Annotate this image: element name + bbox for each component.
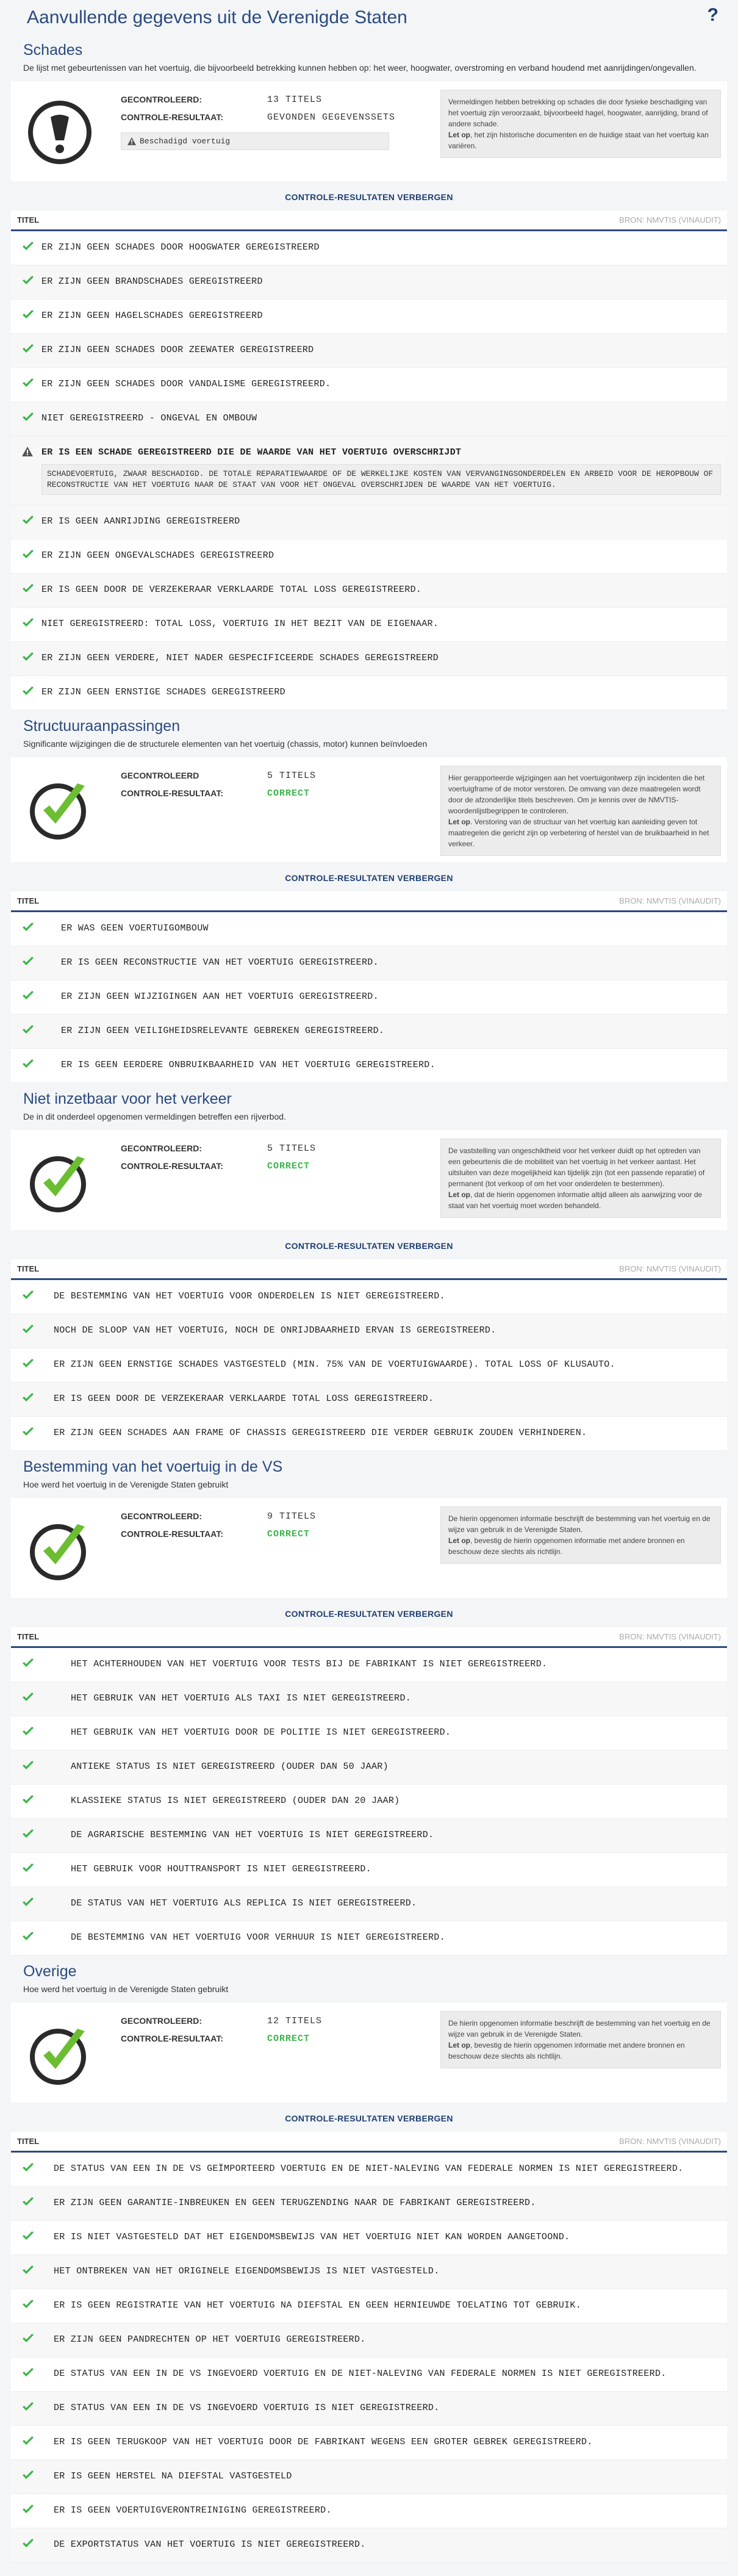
check-icon	[22, 1829, 34, 1839]
table-row	[11, 1819, 727, 1853]
row-text: DE BESTEMMING VAN HET VOERTUIG VOOR ONDERDELEN IS NIET GEREGISTREERD.	[54, 1291, 445, 1301]
results-list	[11, 1280, 727, 1451]
row-text: DE AGRARISCHE BESTEMMING VAN HET VOERTUIG IS NIET GEREGISTREERD.	[71, 1830, 434, 1840]
check-icon	[22, 1359, 34, 1369]
warning-detail: SCHADEVOERTUIG, ZWAAR BESCHADIGD. DE TOTALE REPARATIEWAARDE OF DE WERKELIJKE KOSTEN VAN VERVANGINGSONDERDELEN EN ARBEID VOOR DE HEROPBOUW OF RECONSTRUCTIE VAN HET VOERTUIG NAAR DE STAAT VAN VOOR HET ONGEVAL OVERSCHRIJDEN DE WAARDE VAN HET VOERTUIG.	[41, 464, 721, 495]
check-icon	[22, 516, 34, 525]
check-icon	[22, 2197, 34, 2207]
table-row	[11, 2255, 727, 2289]
row-text: NIET GEREGISTREERD - ONGEVAL EN OMBOUW	[41, 413, 257, 423]
table-row	[11, 1314, 727, 1348]
check-icon	[22, 1325, 34, 1334]
table-row	[11, 1750, 727, 1785]
section-title: Bestemming van het voertuig in de VS	[23, 1458, 283, 1475]
result-value: CORRECT	[267, 2034, 310, 2044]
check-icon	[22, 991, 34, 1001]
row-text: DE BESTEMMING VAN HET VOERTUIG VOOR VERHUUR IS NIET GEREGISTREERD.	[71, 1932, 445, 1943]
table-row	[11, 1015, 727, 1049]
section-subtitle: De in dit onderdeel opgenomen vermeldingen betreffen een rijverbod.	[23, 1112, 286, 1121]
row-text: DE STATUS VAN EEN IN DE VS INGEVOERD VOERTUIG EN DE NIET-NALEVING VAN FEDERALE NORMEN IS NIET GEREGISTREERD.	[54, 2369, 667, 2379]
row-text: HET ACHTERHOUDEN VAN HET VOERTUIG VOOR TESTS BIJ DE FABRIKANT IS NIET GEREGISTREERD.	[71, 1659, 548, 1669]
table-row	[11, 2153, 727, 2187]
note-bold: Let op	[448, 1536, 470, 1545]
row-text: ER IS GEEN EERDERE ONBRUIKBAARHEID VAN HET VOERTUIG GEREGISTREERD.	[61, 1060, 435, 1070]
check-icon	[22, 1761, 34, 1771]
summary-panel	[11, 1130, 727, 1230]
row-text: ER ZIJN GEEN ERNSTIGE SCHADES GEREGISTREERD	[41, 687, 285, 697]
results-table-header	[11, 1627, 727, 1648]
table-row	[11, 1280, 727, 1314]
check-icon	[22, 344, 34, 354]
check-icon	[22, 2402, 34, 2412]
row-text: ER IS GEEN VOERTUIGVERONTREINIGING GEREGISTREERD.	[54, 2505, 332, 2516]
note-rest: , bevestig de hierin opgenomen informatie met andere bronnen en beschouw deze slechts als richtlijn.	[448, 1536, 685, 1556]
row-text: ER ZIJN GEEN SCHADES DOOR VANDALISME GEREGISTREERD.	[41, 379, 331, 389]
check-icon	[22, 686, 34, 696]
checkmark-badge-icon	[17, 766, 102, 851]
results-list	[11, 505, 727, 710]
row-text: ER ZIJN GEEN SCHADES DOOR ZEEWATER GEREGISTREERD	[41, 345, 314, 355]
column-source: BRON: NMVTIS (VINAUDIT)	[619, 1264, 721, 1273]
check-icon	[22, 2231, 34, 2241]
summary-panel	[11, 757, 727, 862]
column-source: BRON: NMVTIS (VINAUDIT)	[619, 215, 721, 225]
results-list	[11, 231, 727, 436]
row-text: ER WAS GEEN VOERTUIGOMBOUW	[61, 923, 209, 934]
check-icon	[22, 1727, 34, 1736]
row-text: ER ZIJN GEEN HAGELSCHADES GEREGISTREERD	[41, 311, 263, 321]
summary-fields	[102, 1506, 395, 1547]
section-subtitle: De lijst met gebeurtenissen van het voertuig, die bijvoorbeeld betrekking kunnen hebben op: het weer, hoogwater, overstroming en verband houdend met aanrijdingen/ongevallen.	[23, 63, 697, 73]
row-text: ER IS GEEN RECONSTRUCTIE VAN HET VOERTUIG GEREGISTREERD.	[61, 957, 379, 968]
check-icon	[22, 923, 34, 932]
help-icon[interactable]: ?	[707, 5, 718, 25]
note-rest: , dat de hierin opgenomen informatie altijd alleen als aanwijzing voor de staat van het voertuig moet worden behandeld.	[448, 1190, 703, 1210]
table-row	[11, 2426, 727, 2460]
table-row	[11, 2187, 727, 2221]
check-icon	[22, 2334, 34, 2344]
results-list	[11, 1648, 727, 1955]
check-icon	[22, 2368, 34, 2378]
check-icon	[22, 1393, 34, 1403]
check-icon	[22, 242, 34, 251]
check-icon	[22, 378, 34, 388]
other-section	[11, 1959, 727, 2563]
check-icon	[22, 2436, 34, 2446]
row-text: HET ONTBREKEN VAN HET ORIGINELE EIGENDOMSBEWIJS IS NIET VASTGESTELD.	[54, 2266, 440, 2276]
column-source: BRON: NMVTIS (VINAUDIT)	[619, 1632, 721, 1641]
hide-results-link[interactable]: CONTROLE-RESULTATEN VERBERGEN	[285, 1241, 453, 1251]
row-text: HET GEBRUIK VAN HET VOERTUIG DOOR DE POLITIE IS NIET GEREGISTREERD.	[71, 1727, 451, 1738]
table-row	[11, 1383, 727, 1417]
check-icon	[22, 1025, 34, 1035]
table-row	[11, 402, 727, 436]
check-icon	[22, 957, 34, 966]
column-source: BRON: NMVTIS (VINAUDIT)	[619, 2137, 721, 2146]
note-text: Hier gerapporteerde wijzigingen aan het voertuigontwerp zijn incidenten die het voertuigframe of de motor verstoren. De omvang van deze maatregelen wordt door de afzonderlijke titels beschreven. Om je kennis over de NMVTIS-woordenlijstbegrippen te controleren.	[448, 774, 705, 815]
check-icon	[22, 412, 34, 422]
row-text: HET GEBRUIK VAN HET VOERTUIG ALS TAXI IS NIET GEREGISTREERD.	[71, 1693, 412, 1704]
damaged-vehicle-label: Beschadigd voertuig	[140, 137, 231, 146]
table-row	[11, 539, 727, 574]
checked-label: GECONTROLEERD:	[121, 1143, 202, 1153]
row-text: ER IS GEEN HERSTEL NA DIEFSTAL VASTGESTELD	[54, 2471, 292, 2481]
structure-section	[11, 714, 727, 1083]
row-text: ER IS GEEN DOOR DE VERZEKERAAR VERKLAARDE TOTAL LOSS GEREGISTREERD.	[41, 585, 422, 595]
row-text: KLASSIEKE STATUS IS NIET GEREGISTREERD (OUDER DAN 20 JAAR)	[71, 1796, 400, 1806]
table-row	[11, 1049, 727, 1083]
result-label: CONTROLE-RESULTAAT:	[121, 1161, 223, 1171]
column-title: TITEL	[17, 215, 40, 225]
table-row	[11, 2289, 727, 2323]
table-row-warning	[11, 436, 727, 505]
result-value: CORRECT	[267, 1161, 310, 1171]
section-subtitle: Significante wijzigingen die de structurele elementen van het voertuig (chassis, motor) kunnen beïnvloeden	[23, 739, 428, 749]
row-text: ANTIEKE STATUS IS NIET GEREGISTREERD (OUDER DAN 50 JAAR)	[71, 1761, 389, 1772]
note-rest: , bevestig de hierin opgenomen informatie met andere bronnen en beschouw deze slechts als richtlijn.	[448, 2041, 685, 2060]
note-text: De vaststelling van ongeschiktheid voor het verkeer duidt op het optreden van een gebeurtenis die de mobiliteit van het voertuig in het verkeer aantast. Het uitsluiten van deze mogelijkheid kan tijdelijk zijn (tot een passende reparatie) of permanent (tot verkoop of om het voor onderdelen te bestemmen).	[448, 1146, 705, 1188]
row-text: ER IS GEEN TERUGKOOP VAN HET VOERTUIG DOOR DE FABRIKANT WEGENS EEN GROTER GEBREK GEREGISTREERD.	[54, 2437, 593, 2447]
page-header	[11, 0, 727, 38]
results-table-header	[11, 891, 727, 912]
check-icon	[22, 584, 34, 594]
row-text: DE STATUS VAN HET VOERTUIG ALS REPLICA IS NIET GEREGISTREERD.	[71, 1898, 417, 1909]
table-row	[11, 642, 727, 676]
info-note	[440, 1506, 721, 1564]
check-icon	[22, 1658, 34, 1668]
table-row	[11, 1921, 727, 1955]
row-text: ER ZIJN GEEN VERDERE, NIET NADER GESPECIFICEERDE SCHADES GEREGISTREERD	[41, 653, 439, 663]
table-row	[11, 1716, 727, 1750]
checkmark-badge-icon	[17, 1139, 102, 1224]
note-bold: Let op	[448, 818, 470, 826]
note-rest: , het zijn historische documenten en de huidige staat van het voertuig kan variëren.	[448, 131, 709, 150]
check-icon	[22, 2265, 34, 2275]
section-subtitle: Hoe werd het voertuig in de Verenigde Staten gebruikt	[23, 1480, 229, 1489]
check-icon	[22, 1795, 34, 1805]
check-icon	[22, 2470, 34, 2480]
table-row	[11, 1785, 727, 1819]
exclamation-icon	[17, 90, 102, 175]
checked-label: GECONTROLEERD:	[121, 1511, 202, 1521]
check-icon	[22, 2300, 34, 2309]
table-row	[11, 505, 727, 539]
summary-panel	[11, 1498, 727, 1598]
result-value: CORRECT	[267, 788, 310, 799]
checked-value: 12 TITELS	[267, 2016, 323, 2026]
summary-fields	[102, 1139, 395, 1179]
checked-value: 5 TITELS	[267, 771, 317, 781]
table-row	[11, 608, 727, 642]
check-icon	[22, 1863, 34, 1873]
section-title: Niet inzetbaar voor het verkeer	[23, 1090, 232, 1107]
note-rest: . Verstoring van de structuur van het voertuig kan aanleiding geven tot maatregelen die gericht zijn op verbetering of herstel van de bruikbaarheid in het verkeer.	[448, 818, 709, 848]
table-row	[11, 2221, 727, 2255]
hide-results-link[interactable]: CONTROLE-RESULTATEN VERBERGEN	[285, 2114, 453, 2123]
check-icon	[22, 1290, 34, 1300]
info-note	[440, 90, 721, 158]
check-icon	[22, 1059, 34, 1069]
note-bold: Let op	[448, 131, 470, 139]
table-row	[11, 2460, 727, 2494]
table-row	[11, 1348, 727, 1383]
hide-results-link[interactable]: CONTROLE-RESULTATEN VERBERGEN	[285, 192, 453, 202]
table-row	[11, 231, 727, 265]
summary-fields	[102, 90, 395, 150]
check-icon	[22, 310, 34, 320]
summary-panel	[11, 81, 727, 181]
summary-panel	[11, 2002, 727, 2103]
table-row	[11, 1648, 727, 1682]
page-title: Aanvullende gegevens uit de Verenigde Staten	[27, 7, 407, 27]
table-row	[11, 2494, 727, 2528]
check-icon	[22, 1898, 34, 1907]
table-row	[11, 2392, 727, 2426]
result-value: CORRECT	[267, 1529, 310, 1539]
row-text: ER IS GEEN DOOR DE VERZEKERAAR VERKLAARDE TOTAL LOSS GEREGISTREERD.	[54, 1394, 434, 1404]
damaged-vehicle-tag	[121, 132, 389, 150]
column-title: TITEL	[17, 1264, 40, 1273]
warning-icon	[127, 137, 136, 145]
table-row	[11, 2323, 727, 2358]
result-value: GEVONDEN GEGEVENSSETS	[267, 112, 396, 123]
damage-section	[11, 38, 727, 710]
checked-label: GECONTROLEERD	[121, 771, 199, 780]
row-text: DE STATUS VAN EEN IN DE VS INGEVOERD VOERTUIG IS NIET GEREGISTREERD.	[54, 2403, 440, 2413]
table-row	[11, 912, 727, 946]
result-label: CONTROLE-RESULTAAT:	[121, 112, 223, 122]
row-text: ER IS GEEN REGISTRATIE VAN HET VOERTUIG NA DIEFSTAL EN GEEN HERNIEUWDE TOELATING TOT GEBRUIK.	[54, 2300, 582, 2311]
table-row	[11, 1853, 727, 1887]
row-text: ER IS NIET VASTGESTELD DAT HET EIGENDOMSBEWIJS VAN HET VOERTUIG NIET KAN WORDEN AANGETOOND.	[54, 2232, 570, 2242]
row-text: ER ZIJN GEEN WIJZIGINGEN AAN HET VOERTUIG GEREGISTREERD.	[61, 991, 379, 1002]
row-text: HET GEBRUIK VOOR HOUTTRANSPORT IS NIET GEREGISTREERD.	[71, 1864, 371, 1874]
section-title: Structuuraanpassingen	[23, 718, 181, 735]
summary-fields	[102, 2011, 395, 2051]
hide-results-link[interactable]: CONTROLE-RESULTATEN VERBERGEN	[285, 873, 453, 883]
table-row	[11, 2358, 727, 2392]
info-note	[440, 766, 721, 856]
checked-value: 9 TITELS	[267, 1511, 317, 1522]
check-icon	[22, 550, 34, 559]
note-text: De hierin opgenomen informatie beschrijft de bestemming van het voertuig en de wijze van gebruik in de Verenigde Staten.	[448, 2019, 711, 2038]
column-title: TITEL	[17, 896, 40, 905]
check-icon	[22, 1427, 34, 1437]
note-text: Vermeldingen hebben betrekking op schades die door fysieke beschadiging van het voertuig zijn veroorzaakt, bijvoorbeeld hagel, hoogwater, aanrijding, brand of andere schade.	[448, 98, 708, 128]
table-row	[11, 946, 727, 980]
check-icon	[22, 2505, 34, 2514]
column-source: BRON: NMVTIS (VINAUDIT)	[619, 896, 721, 905]
table-row	[11, 1417, 727, 1451]
check-icon	[22, 618, 34, 628]
section-title: Overige	[23, 1963, 77, 1980]
row-text: DE EXPORTSTATUS VAN HET VOERTUIG IS NIET GEREGISTREERD.	[54, 2539, 366, 2550]
row-text: NIET GEREGISTREERD: TOTAL LOSS, VOERTUIG IN HET BEZIT VAN DE EIGENAAR.	[41, 619, 439, 629]
results-list	[11, 2153, 727, 2563]
results-table-header	[11, 1259, 727, 1280]
roadworthiness-section	[11, 1087, 727, 1451]
info-note	[440, 1139, 721, 1218]
row-text: ER ZIJN GEEN SCHADES DOOR HOOGWATER GEREGISTREERD	[41, 242, 320, 253]
table-row	[11, 676, 727, 710]
checked-value: 5 TITELS	[267, 1143, 317, 1154]
checked-label: GECONTROLEERD:	[121, 2016, 202, 2026]
row-text: ER ZIJN GEEN SCHADES AAN FRAME OF CHASSIS GEREGISTREERD DIE VERDER GEBRUIK ZOUDEN VERHINDEREN.	[54, 1428, 587, 1438]
checked-value: 13 TITELS	[267, 95, 323, 105]
check-icon	[22, 1932, 34, 1941]
note-bold: Let op	[448, 1190, 470, 1199]
table-row	[11, 1682, 727, 1716]
row-text: NOCH DE SLOOP VAN HET VOERTUIG, NOCH DE ONRIJDBAARHEID ERVAN IS GEREGISTREERD.	[54, 1325, 496, 1336]
info-note	[440, 2011, 721, 2068]
checked-label: GECONTROLEERD:	[121, 95, 202, 104]
note-text: De hierin opgenomen informatie beschrijft de bestemming van het voertuig en de wijze van gebruik in de Verenigde Staten.	[448, 1514, 711, 1534]
checkmark-badge-icon	[17, 1506, 102, 1592]
row-text: ER ZIJN GEEN GARANTIE-INBREUKEN EN GEEN TERUGZENDING NAAR DE FABRIKANT GEREGISTREERD.	[54, 2198, 536, 2208]
table-row	[11, 334, 727, 368]
check-icon	[22, 2163, 34, 2173]
row-text: ER ZIJN GEEN ONGEVALSCHADES GEREGISTREERD	[41, 550, 274, 561]
check-icon	[22, 652, 34, 662]
warning-row-text: ER IS EEN SCHADE GEREGISTREERD DIE DE WAARDE VAN HET VOERTUIG OVERSCHRIJDT	[41, 447, 462, 458]
column-title: TITEL	[17, 2137, 40, 2146]
table-row	[11, 980, 727, 1015]
row-text: ER ZIJN GEEN VEILIGHEIDSRELEVANTE GEBREKEN GEREGISTREERD.	[61, 1026, 385, 1036]
results-list	[11, 912, 727, 1083]
hide-results-link[interactable]: CONTROLE-RESULTATEN VERBERGEN	[285, 1609, 453, 1619]
table-row	[11, 265, 727, 300]
section-title: Schades	[23, 41, 83, 59]
result-label: CONTROLE-RESULTAAT:	[121, 2034, 223, 2043]
table-row	[11, 574, 727, 608]
row-text: ER ZIJN GEEN PANDRECHTEN OP HET VOERTUIG GEREGISTREERD.	[54, 2334, 366, 2345]
results-table-header	[11, 2132, 727, 2153]
result-label: CONTROLE-RESULTAAT:	[121, 788, 223, 798]
check-icon	[22, 1693, 34, 1702]
table-row	[11, 2528, 727, 2563]
column-title: TITEL	[17, 1632, 40, 1641]
row-text: ER IS GEEN AANRIJDING GEREGISTREERD	[41, 516, 240, 527]
note-bold: Let op	[448, 2041, 470, 2049]
check-icon	[22, 276, 34, 286]
warning-icon	[22, 447, 33, 456]
row-text: DE STATUS VAN EEN IN DE VS GEÏMPORTEERD VOERTUIG EN DE NIET-NALEVING VAN FEDERALE NORMEN IS NIET GEREGISTREERD.	[54, 2164, 684, 2174]
table-row	[11, 1887, 727, 1921]
table-row	[11, 300, 727, 334]
row-text: ER ZIJN GEEN BRANDSCHADES GEREGISTREERD	[41, 276, 263, 287]
row-text: ER ZIJN GEEN ERNSTIGE SCHADES VASTGESTELD (MIN. 75% VAN DE VOERTUIGWAARDE). TOTAL LOSS OF KLUSAUTO.	[54, 1359, 615, 1370]
summary-fields	[102, 766, 395, 806]
results-table-header	[11, 210, 727, 231]
check-icon	[22, 2539, 34, 2549]
usa-usage-section	[11, 1455, 727, 1955]
result-label: CONTROLE-RESULTAAT:	[121, 1529, 223, 1539]
checkmark-badge-icon	[17, 2011, 102, 2096]
table-row	[11, 368, 727, 402]
section-subtitle: Hoe werd het voertuig in de Verenigde Staten gebruikt	[23, 1984, 229, 1994]
